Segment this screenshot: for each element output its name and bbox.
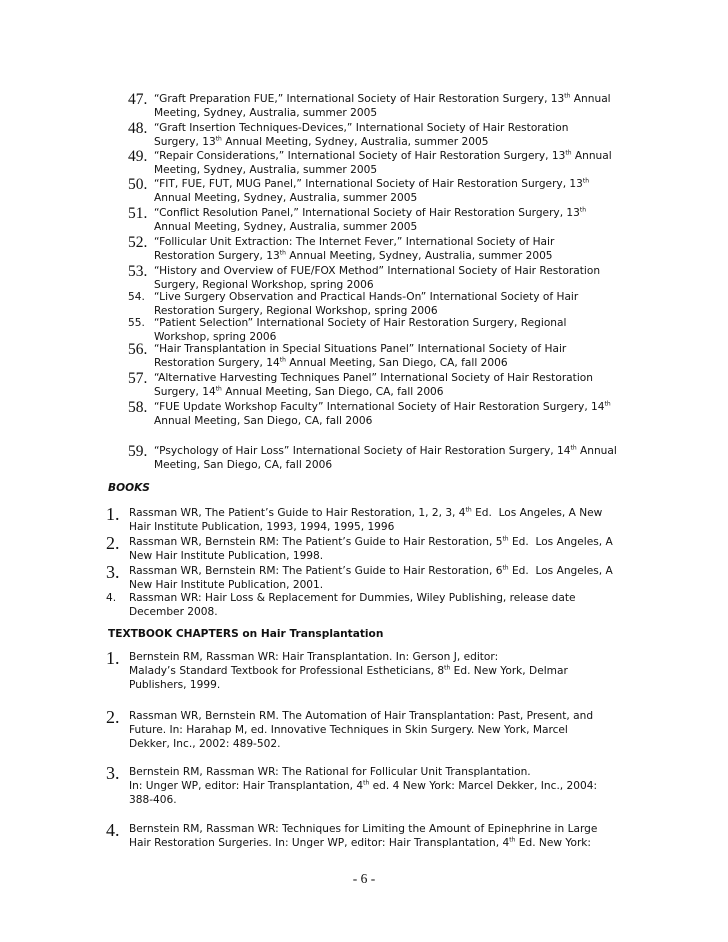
item-number: 1.	[106, 504, 120, 524]
item-line: Malady’s Standard Textbook for Professional Estheticians, 8th Ed. New York, Delmar	[129, 664, 568, 677]
chapters-heading: TEXTBOOK CHAPTERS on Hair Transplantation	[108, 628, 384, 640]
item-line: New Hair Institute Publication, 1998.	[129, 550, 324, 562]
item-line: Rassman WR, The Patient’s Guide to Hair Restoration, 1, 2, 3, 4th Ed. Los Angeles, A New	[129, 506, 603, 519]
item-number: 56.	[128, 341, 148, 358]
list-item	[128, 371, 593, 399]
item-line: Annual Meeting, Sydney, Australia, summer 2005	[154, 192, 418, 204]
item-number: 4.	[106, 592, 117, 604]
item-line: “Alternative Harvesting Techniques Panel” International Society of Hair Restoration	[154, 372, 593, 384]
list-item	[128, 400, 611, 428]
list-item	[106, 765, 597, 807]
item-number: 3.	[106, 763, 120, 783]
item-line: Restoration Surgery, 14th Annual Meeting, San Diego, CA, fall 2006	[154, 356, 508, 369]
item-number: 52.	[128, 234, 148, 251]
item-line: “Graft Preparation FUE,” International Society of Hair Restoration Surgery, 13th Annual	[154, 92, 611, 105]
list-item	[128, 235, 554, 263]
list-item	[128, 264, 600, 292]
item-line: “Psychology of Hair Loss” International Society of Hair Restoration Surgery, 14th Annual	[154, 444, 617, 457]
item-number: 50.	[128, 176, 148, 193]
list-item	[106, 535, 613, 563]
item-line: Rassman WR, Bernstein RM: The Patient’s Guide to Hair Restoration, 5th Ed. Los Angeles, A	[129, 535, 613, 548]
item-line: Hair Restoration Surgeries. In: Unger WP, editor: Hair Transplantation, 4th Ed. New York:	[129, 836, 592, 849]
list-item	[106, 506, 602, 534]
item-line: Meeting, San Diego, CA, fall 2006	[154, 459, 333, 471]
item-number: 48.	[128, 120, 148, 137]
item-line: “Graft Insertion Techniques-Devices,” International Society of Hair Restoration	[154, 122, 569, 134]
item-number: 59.	[128, 443, 148, 460]
item-number: 54.	[128, 291, 145, 303]
page-number: - 6 -	[352, 871, 376, 886]
item-line: “History and Overview of FUE/FOX Method” International Society of Hair Restoration	[154, 265, 601, 277]
item-line: Rassman WR, Bernstein RM. The Automation of Hair Transplantation: Past, Present, and	[129, 710, 594, 722]
item-line: Rassman WR: Hair Loss & Replacement for Dummies, Wiley Publishing, release date	[129, 592, 576, 604]
list-item	[128, 92, 611, 120]
list-item	[128, 444, 617, 472]
list-item	[128, 206, 586, 234]
item-line: Restoration Surgery, Regional Workshop, spring 2006	[154, 305, 438, 317]
item-number: 4.	[106, 820, 120, 840]
item-line: Surgery, 13th Annual Meeting, Sydney, Australia, summer 2005	[154, 135, 489, 148]
list-item	[128, 342, 566, 370]
item-number: 2.	[106, 533, 120, 553]
item-line: Bernstein RM, Rassman WR: The Rational for Follicular Unit Transplantation.	[129, 766, 531, 778]
list-item	[128, 290, 578, 318]
item-number: 53.	[128, 263, 148, 280]
item-number: 57.	[128, 370, 148, 387]
item-line: “Live Surgery Observation and Practical Hands-On” International Society of Hair	[154, 291, 579, 303]
item-line: Dekker, Inc., 2002: 489-502.	[129, 738, 281, 750]
item-line: Meeting, Sydney, Australia, summer 2005	[154, 107, 378, 119]
item-line: Restoration Surgery, 13th Annual Meeting, Sydney, Australia, summer 2005	[154, 249, 553, 262]
list-item	[106, 822, 597, 850]
list-item	[128, 177, 589, 205]
item-number: 2.	[106, 707, 120, 727]
item-number: 49.	[128, 148, 148, 165]
item-line: “Patient Selection” International Society of Hair Restoration Surgery, Regional	[154, 317, 567, 329]
list-item	[128, 149, 612, 177]
item-line: New Hair Institute Publication, 2001.	[129, 579, 324, 591]
item-line: “Repair Considerations,” International Society of Hair Restoration Surgery, 13th Annual	[154, 149, 612, 162]
books-heading: BOOKS	[108, 482, 150, 494]
list-item	[106, 650, 568, 692]
list-item	[128, 121, 568, 149]
item-number: 51.	[128, 205, 148, 222]
item-number: 1.	[106, 648, 120, 668]
item-line: “Conflict Resolution Panel,” International Society of Hair Restoration Surgery, 13th	[154, 206, 587, 219]
item-line: Annual Meeting, San Diego, CA, fall 2006	[154, 415, 373, 427]
list-item	[106, 591, 576, 619]
item-line: Bernstein RM, Rassman WR: Hair Transplantation. In: Gerson J, editor:	[129, 651, 499, 663]
item-line: In: Unger WP, editor: Hair Transplantation, 4th ed. 4 New York: Marcel Dekker, Inc., 2004:	[129, 779, 598, 792]
item-number: 3.	[106, 562, 120, 582]
item-line: Future. In: Harahap M, ed. Innovative Techniques in Skin Surgery. New York, Marcel	[129, 724, 568, 736]
item-line: “FUE Update Workshop Faculty” International Society of Hair Restoration Surgery, 14th	[154, 400, 611, 413]
item-number: 47.	[128, 91, 148, 108]
item-line: Surgery, Regional Workshop, spring 2006	[154, 279, 374, 291]
item-line: Workshop, spring 2006	[154, 331, 277, 343]
item-line: Annual Meeting, Sydney, Australia, summer 2005	[154, 221, 418, 233]
item-line: Publishers, 1999.	[129, 679, 221, 691]
item-line: Rassman WR, Bernstein RM: The Patient’s Guide to Hair Restoration, 6th Ed. Los Angeles, A	[129, 564, 613, 577]
list-item	[128, 316, 566, 344]
item-line: Meeting, Sydney, Australia, summer 2005	[154, 164, 378, 176]
item-line: December 2008.	[129, 606, 218, 618]
item-line: “FIT, FUE, FUT, MUG Panel,” International Society of Hair Restoration Surgery, 13th	[154, 177, 590, 190]
item-line: Surgery, 14th Annual Meeting, San Diego, CA, fall 2006	[154, 385, 444, 398]
list-item	[106, 564, 613, 592]
item-line: “Follicular Unit Extraction: The Internet Fever,” International Society of Hair	[154, 236, 555, 248]
item-number: 55.	[128, 317, 145, 329]
item-line: Bernstein RM, Rassman WR: Techniques for Limiting the Amount of Epinephrine in Large	[129, 823, 598, 835]
list-item	[106, 709, 593, 751]
item-number: 58.	[128, 399, 148, 416]
item-line: 388-406.	[129, 794, 177, 806]
item-line: Hair Institute Publication, 1993, 1994, 1995, 1996	[129, 521, 395, 533]
item-line: “Hair Transplantation in Special Situations Panel” International Society of Hair	[154, 343, 567, 355]
